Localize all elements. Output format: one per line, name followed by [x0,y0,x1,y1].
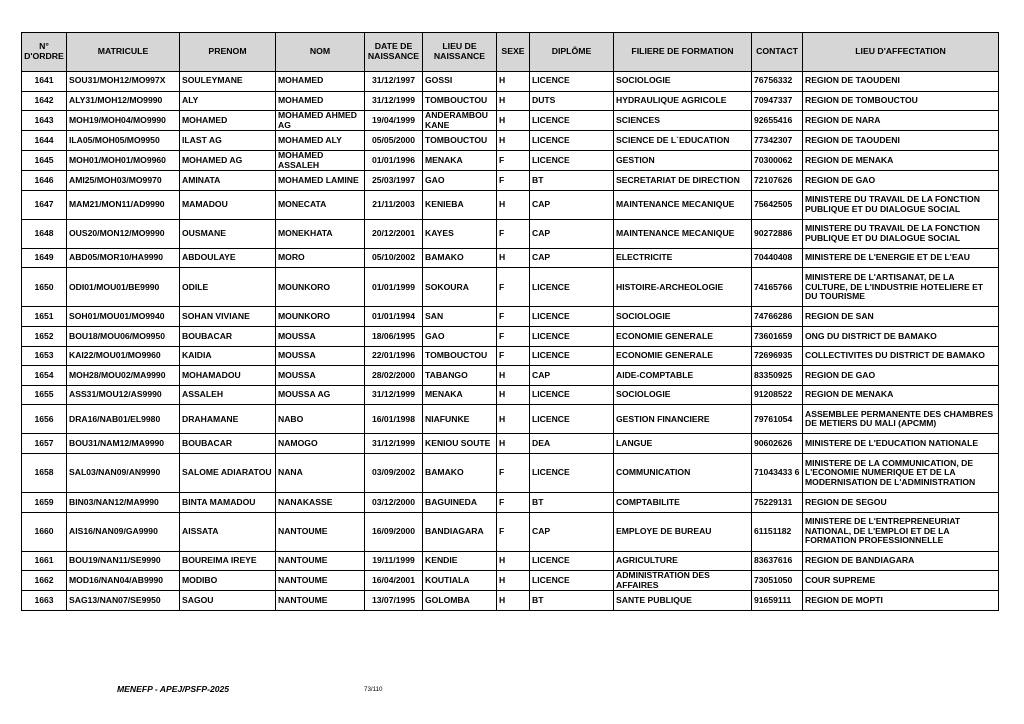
table-row [22,591,999,611]
cell-prenom: AISSATA [180,512,276,551]
cell-affectation: REGION DE MENAKA [803,151,999,171]
table-header-row [22,33,999,72]
cell-matricule: DRA16/NAB01/EL9980 [67,405,180,434]
cell-date: 19/11/1999 [365,551,423,571]
cell-affectation: REGION DE TAOUDENI [803,131,999,151]
cell-nom: MONECATA [276,190,365,219]
cell-nom: MOHAMED ASSALEH [276,151,365,171]
cell-contact: 75642505 [752,190,803,219]
cell-lieu: MENAKA [423,385,497,405]
cell-matricule: AIS16/NAN09/GA9990 [67,512,180,551]
cell-matricule: SOH01/MOU01/MO9940 [67,307,180,327]
table-row [22,171,999,191]
cell-filiere: AIDE-COMPTABLE [614,366,752,386]
cell-ordre: 1645 [22,151,67,171]
cell-date: 25/03/1997 [365,171,423,191]
cell-diplome: LICENCE [530,346,614,366]
cell-date: 31/12/1999 [365,91,423,111]
cell-filiere: AGRICULTURE [614,551,752,571]
cell-date: 21/11/2003 [365,190,423,219]
cell-ordre: 1644 [22,131,67,151]
cell-affectation: MINISTERE DE L'ENTREPRENEURIAT NATIONAL, DE L'EMPLOI ET DE LA FORMATION PROFESSIONNELLE [803,512,999,551]
cell-diplome: CAP [530,366,614,386]
cell-date: 20/12/2001 [365,219,423,248]
cell-sexe: H [497,190,530,219]
cell-sexe: F [497,307,530,327]
cell-affectation: REGION DE TAOUDENI [803,72,999,92]
table-row [22,111,999,131]
cell-diplome: LICENCE [530,405,614,434]
cell-filiere: ECONOMIE GENERALE [614,327,752,347]
cell-prenom: ILAST AG [180,131,276,151]
cell-sexe: F [497,512,530,551]
cell-diplome: LICENCE [530,111,614,131]
cell-sexe: F [497,327,530,347]
header-affectation: LIEU D'AFFECTATION [803,33,999,72]
cell-contact: 61151182 [752,512,803,551]
header-contact: CONTACT [752,33,803,72]
cell-nom: MOUSSA [276,366,365,386]
table-row [22,248,999,268]
cell-matricule: MOD16/NAN04/AB9990 [67,571,180,591]
cell-contact: 83350925 [752,366,803,386]
cell-prenom: MOHAMED [180,111,276,131]
cell-affectation: REGION DE TOMBOUCTOU [803,91,999,111]
cell-nom: MOUNKORO [276,307,365,327]
cell-filiere: MAINTENANCE MECANIQUE [614,219,752,248]
cell-sexe: H [497,91,530,111]
cell-diplome: LICENCE [530,551,614,571]
cell-matricule: MOH01/MOH01/MO9960 [67,151,180,171]
cell-diplome: CAP [530,512,614,551]
cell-prenom: SOULEYMANE [180,72,276,92]
cell-contact: 90602626 [752,434,803,454]
cell-prenom: MOHAMED AG [180,151,276,171]
cell-prenom: SALOME ADIARATOU [180,454,276,493]
cell-lieu: TABANGO [423,366,497,386]
cell-lieu: GAO [423,327,497,347]
cell-sexe: H [497,591,530,611]
cell-ordre: 1658 [22,454,67,493]
cell-affectation: MINISTERE DU TRAVAIL DE LA FONCTION PUBLIQUE ET DU DIALOGUE SOCIAL [803,190,999,219]
cell-nom: MORO [276,248,365,268]
cell-date: 31/12/1999 [365,434,423,454]
cell-diplome: LICENCE [530,571,614,591]
cell-date: 01/01/1996 [365,151,423,171]
cell-filiere: ELECTRICITE [614,248,752,268]
cell-contact: 73051050 [752,571,803,591]
cell-filiere: GESTION FINANCIERE [614,405,752,434]
cell-matricule: ILA05/MOH05/MO9950 [67,131,180,151]
cell-ordre: 1646 [22,171,67,191]
cell-affectation: MINISTERE DU TRAVAIL DE LA FONCTION PUBLIQUE ET DU DIALOGUE SOCIAL [803,219,999,248]
cell-sexe: H [497,405,530,434]
cell-affectation: REGION DE NARA [803,111,999,131]
page-number: 73/110 [364,686,383,693]
cell-nom: MOUSSA [276,346,365,366]
cell-ordre: 1651 [22,307,67,327]
cell-nom: MOHAMED [276,91,365,111]
beneficiary-list-table-container [21,32,998,611]
cell-nom: NANTOUME [276,551,365,571]
cell-sexe: F [497,454,530,493]
cell-ordre: 1663 [22,591,67,611]
cell-nom: NABO [276,405,365,434]
cell-contact: 70300062 [752,151,803,171]
cell-filiere: GESTION [614,151,752,171]
cell-date: 28/02/2000 [365,366,423,386]
cell-matricule: SOU31/MOH12/MO997X [67,72,180,92]
cell-diplome: BT [530,591,614,611]
cell-nom: NANTOUME [276,591,365,611]
cell-lieu: BAGUINEDA [423,493,497,513]
cell-lieu: GAO [423,171,497,191]
header-lieu-naissance: LIEU DE NAISSANCE [423,33,497,72]
cell-ordre: 1647 [22,190,67,219]
cell-prenom: BOUBACAR [180,434,276,454]
cell-affectation: ASSEMBLEE PERMANENTE DES CHAMBRES DE METIERS DU MALI (APCMM) [803,405,999,434]
cell-lieu: TOMBOUCTOU [423,91,497,111]
table-row [22,385,999,405]
cell-matricule: BOU18/MOU06/MO9950 [67,327,180,347]
cell-sexe: H [497,434,530,454]
cell-nom: MONEKHATA [276,219,365,248]
cell-sexe: H [497,571,530,591]
cell-contact: 70440408 [752,248,803,268]
cell-diplome: BT [530,171,614,191]
cell-ordre: 1659 [22,493,67,513]
cell-diplome: LICENCE [530,307,614,327]
table-row [22,327,999,347]
cell-affectation: REGION DE BANDIAGARA [803,551,999,571]
cell-lieu: TOMBOUCTOU [423,346,497,366]
cell-lieu: KAYES [423,219,497,248]
cell-date: 03/09/2002 [365,454,423,493]
cell-sexe: F [497,493,530,513]
table-row [22,268,999,307]
cell-diplome: LICENCE [530,385,614,405]
cell-matricule: SAL03/NAN09/AN9990 [67,454,180,493]
cell-nom: MOHAMED AHMED AG [276,111,365,131]
table-row [22,405,999,434]
cell-contact: 72107626 [752,171,803,191]
table-row [22,551,999,571]
table-body [22,72,999,611]
table-row [22,434,999,454]
cell-lieu: BANDIAGARA [423,512,497,551]
table-row [22,454,999,493]
cell-lieu: BAMAKO [423,248,497,268]
cell-matricule: MOH19/MOH04/MO9990 [67,111,180,131]
cell-contact: 76756332 [752,72,803,92]
cell-prenom: DRAHAMANE [180,405,276,434]
cell-affectation: REGION DE GAO [803,366,999,386]
header-diplome: DIPLÔME [530,33,614,72]
cell-contact: 72696935 [752,346,803,366]
cell-contact: 83637616 [752,551,803,571]
cell-filiere: ECONOMIE GENERALE [614,346,752,366]
cell-diplome: LICENCE [530,327,614,347]
header-filiere: FILIERE DE FORMATION [614,33,752,72]
cell-prenom: ABDOULAYE [180,248,276,268]
cell-lieu: KENDIE [423,551,497,571]
cell-ordre: 1653 [22,346,67,366]
cell-contact: 71043433 6 [752,454,803,493]
cell-date: 05/10/2002 [365,248,423,268]
cell-filiere: HYDRAULIQUE AGRICOLE [614,91,752,111]
cell-contact: 74165766 [752,268,803,307]
cell-ordre: 1652 [22,327,67,347]
cell-contact: 75229131 [752,493,803,513]
cell-prenom: OUSMANE [180,219,276,248]
cell-filiere: ADMINISTRATION DES AFFAIRES [614,571,752,591]
cell-ordre: 1648 [22,219,67,248]
cell-diplome: CAP [530,190,614,219]
cell-prenom: MOHAMADOU [180,366,276,386]
table-row [22,72,999,92]
cell-diplome: CAP [530,248,614,268]
cell-prenom: ALY [180,91,276,111]
cell-contact: 92655416 [752,111,803,131]
cell-matricule: SAG13/NAN07/SE9950 [67,591,180,611]
cell-nom: NANAKASSE [276,493,365,513]
cell-matricule: OUS20/MON12/MO9990 [67,219,180,248]
cell-sexe: H [497,72,530,92]
cell-diplome: DUTS [530,91,614,111]
cell-ordre: 1649 [22,248,67,268]
cell-sexe: H [497,385,530,405]
cell-sexe: F [497,151,530,171]
cell-nom: MOUSSA [276,327,365,347]
cell-matricule: MOH28/MOU02/MA9990 [67,366,180,386]
cell-prenom: MAMADOU [180,190,276,219]
cell-affectation: COLLECTIVITES DU DISTRICT DE BAMAKO [803,346,999,366]
cell-ordre: 1661 [22,551,67,571]
cell-matricule: BOU19/NAN11/SE9990 [67,551,180,571]
cell-sexe: F [497,268,530,307]
cell-matricule: AMI25/MOH03/MO9970 [67,171,180,191]
cell-prenom: BINTA MAMADOU [180,493,276,513]
cell-prenom: MODIBO [180,571,276,591]
table-row [22,366,999,386]
table-row [22,493,999,513]
table-row [22,151,999,171]
header-sexe: SEXE [497,33,530,72]
cell-date: 31/12/1997 [365,72,423,92]
cell-lieu: SOKOURA [423,268,497,307]
cell-affectation: REGION DE GAO [803,171,999,191]
cell-prenom: AMINATA [180,171,276,191]
cell-contact: 79761054 [752,405,803,434]
table-row [22,346,999,366]
cell-nom: MOUSSA AG [276,385,365,405]
cell-prenom: BOUBACAR [180,327,276,347]
table-row [22,131,999,151]
cell-prenom: KAIDIA [180,346,276,366]
cell-ordre: 1643 [22,111,67,131]
cell-sexe: H [497,366,530,386]
cell-date: 19/04/1999 [365,111,423,131]
cell-diplome: DEA [530,434,614,454]
cell-matricule: KAI22/MOU01/MO9960 [67,346,180,366]
cell-date: 16/01/1998 [365,405,423,434]
cell-sexe: F [497,171,530,191]
cell-date: 31/12/1999 [365,385,423,405]
cell-date: 03/12/2000 [365,493,423,513]
header-ordre: N° D'ORDRE [22,33,67,72]
cell-affectation: REGION DE MENAKA [803,385,999,405]
table-row [22,190,999,219]
cell-diplome: LICENCE [530,151,614,171]
cell-nom: NANTOUME [276,571,365,591]
cell-filiere: EMPLOYE DE BUREAU [614,512,752,551]
cell-filiere: SECRETARIAT DE DIRECTION [614,171,752,191]
cell-matricule: ABD05/MOR10/HA9990 [67,248,180,268]
cell-sexe: H [497,111,530,131]
cell-lieu: SAN [423,307,497,327]
cell-prenom: ASSALEH [180,385,276,405]
cell-contact: 74766286 [752,307,803,327]
cell-affectation: MINISTERE DE L'EDUCATION NATIONALE [803,434,999,454]
cell-matricule: BIN03/NAN12/MA9990 [67,493,180,513]
cell-nom: MOHAMED ALY [276,131,365,151]
table-row [22,512,999,551]
cell-filiere: SOCIOLOGIE [614,307,752,327]
cell-filiere: MAINTENANCE MECANIQUE [614,190,752,219]
cell-diplome: LICENCE [530,268,614,307]
cell-filiere: HISTOIRE-ARCHEOLOGIE [614,268,752,307]
cell-lieu: KENIEBA [423,190,497,219]
cell-matricule: ALY31/MOH12/MO9990 [67,91,180,111]
cell-affectation: MINISTERE DE L'ARTISANAT, DE LA CULTURE, DE L'INDUSTRIE HOTELIERE ET DU TOURISME [803,268,999,307]
cell-affectation: REGION DE MOPTI [803,591,999,611]
cell-ordre: 1654 [22,366,67,386]
cell-date: 01/01/1999 [365,268,423,307]
cell-date: 18/06/1995 [365,327,423,347]
cell-date: 05/05/2000 [365,131,423,151]
cell-ordre: 1657 [22,434,67,454]
header-nom: NOM [276,33,365,72]
cell-matricule: ODI01/MOU01/BE9990 [67,268,180,307]
cell-diplome: BT [530,493,614,513]
cell-ordre: 1642 [22,91,67,111]
cell-ordre: 1650 [22,268,67,307]
cell-sexe: H [497,248,530,268]
cell-filiere: COMPTABILITE [614,493,752,513]
cell-diplome: CAP [530,219,614,248]
cell-sexe: F [497,219,530,248]
cell-filiere: SCIENCE DE L`EDUCATION [614,131,752,151]
cell-prenom: BOUREIMA IREYE [180,551,276,571]
cell-ordre: 1655 [22,385,67,405]
cell-affectation: COUR SUPREME [803,571,999,591]
cell-diplome: LICENCE [530,131,614,151]
cell-affectation: REGION DE SEGOU [803,493,999,513]
cell-lieu: TOMBOUCTOU [423,131,497,151]
cell-affectation: ONG DU DISTRICT DE BAMAKO [803,327,999,347]
cell-date: 16/09/2000 [365,512,423,551]
cell-affectation: MINISTERE DE L'ENERGIE ET DE L'EAU [803,248,999,268]
cell-contact: 91208522 [752,385,803,405]
cell-lieu: KOUTIALA [423,571,497,591]
cell-nom: MOHAMED [276,72,365,92]
cell-nom: MOHAMED LAMINE [276,171,365,191]
cell-prenom: SAGOU [180,591,276,611]
cell-date: 16/04/2001 [365,571,423,591]
cell-filiere: COMMUNICATION [614,454,752,493]
cell-lieu: KENIOU SOUTE [423,434,497,454]
cell-filiere: SOCIOLOGIE [614,72,752,92]
cell-prenom: ODILE [180,268,276,307]
cell-affectation: MINISTERE DE LA COMMUNICATION, DE L'ECONOMIE NUMERIQUE ET DE LA MODERNISATION DE L'ADMINISTRATION [803,454,999,493]
cell-matricule: BOU31/NAM12/MA9990 [67,434,180,454]
header-prenom: PRENOM [180,33,276,72]
header-matricule: MATRICULE [67,33,180,72]
cell-nom: NAMOGO [276,434,365,454]
cell-diplome: LICENCE [530,72,614,92]
beneficiary-list-table [21,32,999,611]
header-date-naissance: DATE DE NAISSANCE [365,33,423,72]
cell-contact: 91659111 [752,591,803,611]
cell-nom: NANA [276,454,365,493]
cell-ordre: 1660 [22,512,67,551]
table-row [22,219,999,248]
cell-date: 01/01/1994 [365,307,423,327]
cell-lieu: NIAFUNKE [423,405,497,434]
cell-diplome: LICENCE [530,454,614,493]
cell-contact: 70947337 [752,91,803,111]
cell-affectation: REGION DE SAN [803,307,999,327]
cell-ordre: 1641 [22,72,67,92]
cell-lieu: BAMAKO [423,454,497,493]
cell-date: 22/01/1996 [365,346,423,366]
table-row [22,571,999,591]
cell-filiere: SCIENCES [614,111,752,131]
cell-lieu: GOSSI [423,72,497,92]
cell-nom: MOUNKORO [276,268,365,307]
cell-sexe: H [497,551,530,571]
cell-sexe: F [497,346,530,366]
cell-matricule: MAM21/MON11/AD9990 [67,190,180,219]
cell-contact: 73601659 [752,327,803,347]
cell-matricule: ASS31/MOU12/AS9990 [67,385,180,405]
cell-contact: 77342307 [752,131,803,151]
cell-nom: NANTOUME [276,512,365,551]
cell-lieu: MENAKA [423,151,497,171]
cell-filiere: SANTE PUBLIQUE [614,591,752,611]
table-row [22,91,999,111]
cell-sexe: H [497,131,530,151]
cell-ordre: 1656 [22,405,67,434]
footer-reference: MENEFP - APEJ/PSFP-2025 [117,684,230,694]
table-row [22,307,999,327]
cell-ordre: 1662 [22,571,67,591]
cell-filiere: LANGUE [614,434,752,454]
cell-contact: 90272886 [752,219,803,248]
cell-lieu: ANDERAMBOU KANE [423,111,497,131]
cell-filiere: SOCIOLOGIE [614,385,752,405]
cell-lieu: GOLOMBA [423,591,497,611]
cell-date: 13/07/1995 [365,591,423,611]
cell-prenom: SOHAN VIVIANE [180,307,276,327]
